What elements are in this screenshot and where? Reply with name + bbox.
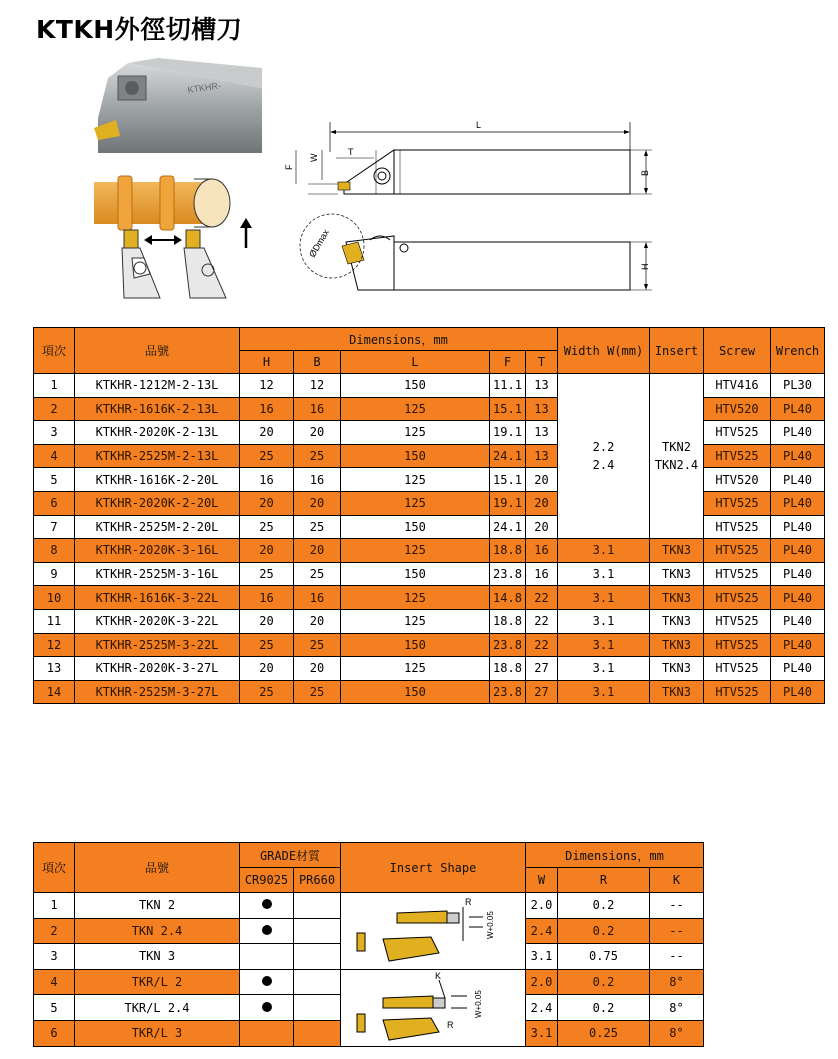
cell-pr660 [294, 995, 341, 1021]
cell-T: 13 [526, 397, 558, 421]
cell-H: 16 [240, 397, 294, 421]
cell-B: 25 [294, 562, 341, 586]
table-row [34, 586, 825, 610]
cell-B: 20 [294, 491, 341, 515]
cell-K: -- [650, 918, 704, 944]
cell-T: 22 [526, 586, 558, 610]
cell-B: 25 [294, 515, 341, 539]
cell-H: 25 [240, 515, 294, 539]
cell-wrench: PL40 [771, 680, 825, 704]
cell-no: 3 [34, 944, 75, 970]
dim-label-B: B [640, 169, 650, 176]
cell-B: 16 [294, 468, 341, 492]
cell-T: 27 [526, 657, 558, 681]
cell-B: 20 [294, 539, 341, 563]
cell-part: TKN 2 [75, 893, 240, 919]
insert-shape-tkn [341, 893, 526, 970]
cell-L: 125 [341, 491, 490, 515]
cell-part: KTKHR-2020K-3-16L [75, 539, 240, 563]
cell-part: TKR/L 2.4 [75, 995, 240, 1021]
cell-no: 10 [34, 586, 75, 610]
cell-part: KTKHR-1616K-3-22L [75, 586, 240, 610]
col-no-header: 項次 [34, 843, 75, 893]
cell-no: 5 [34, 468, 75, 492]
cell-T: 20 [526, 468, 558, 492]
table-row [34, 397, 825, 421]
cell-cr9025 [240, 893, 294, 919]
insert-shape-tk [341, 969, 526, 1046]
cell-part: TKN 3 [75, 944, 240, 970]
cell-part: KTKHR-2525M-3-22L [75, 633, 240, 657]
cell-screw: HTV525 [704, 609, 771, 633]
cell-L: 125 [341, 468, 490, 492]
cell-H: 25 [240, 444, 294, 468]
cell-part: TKR/L 2 [75, 969, 240, 995]
col-R-header: R [558, 868, 650, 893]
cell-screw: HTV525 [704, 633, 771, 657]
cell-insert-merged [650, 374, 704, 539]
cell-W: 2.4 [526, 995, 558, 1021]
cell-pr660 [294, 1020, 341, 1046]
product-photo [88, 58, 262, 308]
cell-wrench: PL40 [771, 609, 825, 633]
cell-insert: TKN3 [650, 539, 704, 563]
insert-value: TKN2.4 [654, 458, 699, 473]
cell-H: 20 [240, 609, 294, 633]
insert-value: TKN2 [662, 440, 691, 455]
cell-part: KTKHR-1616K-2-20L [75, 468, 240, 492]
dimension-drawing [286, 118, 670, 304]
cell-W: 3.1 [526, 1020, 558, 1046]
cell-L: 150 [341, 515, 490, 539]
cell-B: 25 [294, 444, 341, 468]
cell-L: 150 [341, 633, 490, 657]
col-shape-header: Insert Shape [341, 843, 526, 893]
cell-T: 22 [526, 633, 558, 657]
cell-screw: HTV416 [704, 374, 771, 398]
table-row [34, 374, 825, 398]
cell-no: 1 [34, 374, 75, 398]
cell-W: 2.4 [526, 918, 558, 944]
cell-no: 12 [34, 633, 75, 657]
cell-screw: HTV520 [704, 397, 771, 421]
col-wrench-header: Wrench [771, 328, 825, 374]
cell-F: 15.1 [490, 468, 526, 492]
col-screw-header: Screw [704, 328, 771, 374]
cell-T: 16 [526, 539, 558, 563]
cell-L: 150 [341, 562, 490, 586]
cell-cr9025 [240, 944, 294, 970]
table-row [34, 893, 704, 919]
col-H-header: H [240, 351, 294, 374]
cell-F: 14.8 [490, 586, 526, 610]
cell-K: 8° [650, 1020, 704, 1046]
cell-width: 3.1 [558, 657, 650, 681]
dim-label-L: L [476, 120, 482, 130]
table-row [34, 491, 825, 515]
cell-no: 6 [34, 1020, 75, 1046]
cell-K: -- [650, 893, 704, 919]
cell-wrench: PL40 [771, 421, 825, 445]
cell-wrench: PL40 [771, 562, 825, 586]
dim-label-T: T [348, 147, 354, 157]
col-part-header: 品號 [75, 843, 240, 893]
cell-F: 23.8 [490, 562, 526, 586]
col-B-header: B [294, 351, 341, 374]
cell-no: 14 [34, 680, 75, 704]
cell-R: 0.2 [558, 893, 650, 919]
cell-T: 22 [526, 609, 558, 633]
cell-no: 6 [34, 491, 75, 515]
cell-F: 19.1 [490, 421, 526, 445]
cell-T: 27 [526, 680, 558, 704]
dim-label-F: F [284, 164, 294, 170]
cell-T: 20 [526, 515, 558, 539]
cell-pr660 [294, 918, 341, 944]
cell-R: 0.2 [558, 995, 650, 1021]
cell-width: 3.1 [558, 633, 650, 657]
cell-no: 1 [34, 893, 75, 919]
cell-wrench: PL30 [771, 374, 825, 398]
available-dot-icon [262, 1002, 272, 1012]
cell-R: 0.2 [558, 969, 650, 995]
cell-F: 15.1 [490, 397, 526, 421]
cell-wrench: PL40 [771, 515, 825, 539]
col-K-header: K [650, 868, 704, 893]
cell-pr660 [294, 944, 341, 970]
cell-R: 0.25 [558, 1020, 650, 1046]
cell-screw: HTV525 [704, 421, 771, 445]
cell-R: 0.75 [558, 944, 650, 970]
table-row [34, 969, 704, 995]
cell-H: 20 [240, 491, 294, 515]
cell-H: 12 [240, 374, 294, 398]
table-row [34, 444, 825, 468]
cell-H: 16 [240, 468, 294, 492]
cell-width-merged [558, 374, 650, 539]
cell-part: KTKHR-2525M-3-16L [75, 562, 240, 586]
cell-B: 20 [294, 657, 341, 681]
table-row [34, 515, 825, 539]
cell-W: 2.0 [526, 893, 558, 919]
cell-T: 13 [526, 374, 558, 398]
cell-no: 11 [34, 609, 75, 633]
cell-cr9025 [240, 1020, 294, 1046]
cell-T: 13 [526, 444, 558, 468]
dim-label-H: H [640, 263, 650, 270]
cell-screw: HTV525 [704, 444, 771, 468]
cell-screw: HTV525 [704, 586, 771, 610]
cell-W: 2.0 [526, 969, 558, 995]
cell-no: 13 [34, 657, 75, 681]
cell-H: 20 [240, 657, 294, 681]
cell-wrench: PL40 [771, 539, 825, 563]
cell-width: 3.1 [558, 539, 650, 563]
col-W-header: W [526, 868, 558, 893]
cell-wrench: PL40 [771, 491, 825, 515]
cell-B: 25 [294, 680, 341, 704]
cell-screw: HTV525 [704, 680, 771, 704]
cell-insert: TKN3 [650, 633, 704, 657]
col-T-header: T [526, 351, 558, 374]
cell-H: 25 [240, 633, 294, 657]
cell-no: 8 [34, 539, 75, 563]
col-L-header: L [341, 351, 490, 374]
dim-label-W: W [309, 153, 319, 162]
table-row [34, 633, 825, 657]
width-value: 2.4 [592, 458, 615, 473]
page-title: KTKH外徑切槽刀 [36, 15, 243, 44]
insert-shape-tkn-drawing [343, 893, 523, 965]
shape-label-W: W+0.05 [486, 911, 495, 940]
cell-wrench: PL40 [771, 444, 825, 468]
cell-R: 0.2 [558, 918, 650, 944]
cell-insert: TKN3 [650, 562, 704, 586]
cell-part: KTKHR-2020K-3-27L [75, 657, 240, 681]
insert-spec-table [33, 842, 704, 1047]
cell-T: 16 [526, 562, 558, 586]
cell-T: 20 [526, 491, 558, 515]
col-F-header: F [490, 351, 526, 374]
cell-part: TKR/L 3 [75, 1020, 240, 1046]
cell-part: KTKHR-2020K-2-13L [75, 421, 240, 445]
cell-F: 18.8 [490, 539, 526, 563]
cell-part: TKN 2.4 [75, 918, 240, 944]
table-row [34, 539, 825, 563]
cell-width: 3.1 [558, 680, 650, 704]
cell-F: 23.8 [490, 680, 526, 704]
col-dimensions-header: Dimensions，mm [526, 843, 704, 868]
cell-no: 5 [34, 995, 75, 1021]
width-value: 2.2 [592, 440, 615, 455]
cell-cr9025 [240, 918, 294, 944]
holder-spec-table [33, 327, 825, 704]
cell-H: 20 [240, 421, 294, 445]
cell-F: 24.1 [490, 515, 526, 539]
cell-no: 3 [34, 421, 75, 445]
cell-L: 125 [341, 586, 490, 610]
cell-pr660 [294, 969, 341, 995]
shape-label-R: R [447, 1020, 454, 1031]
cell-pr660 [294, 893, 341, 919]
cell-wrench: PL40 [771, 468, 825, 492]
cell-width: 3.1 [558, 562, 650, 586]
col-insert-header: Insert [650, 328, 704, 374]
svg-text:KTKHR-: KTKHR- [186, 80, 222, 95]
cell-insert: TKN3 [650, 657, 704, 681]
col-part-header: 品號 [75, 328, 240, 374]
cell-cr9025 [240, 969, 294, 995]
cell-H: 25 [240, 680, 294, 704]
cell-wrench: PL40 [771, 657, 825, 681]
table-row [34, 562, 825, 586]
cell-L: 150 [341, 444, 490, 468]
col-cr9025-header: CR9025 [240, 868, 294, 893]
cell-part: KTKHR-1212M-2-13L [75, 374, 240, 398]
col-no-header: 項次 [34, 328, 75, 374]
cell-insert: TKN3 [650, 680, 704, 704]
available-dot-icon [262, 899, 272, 909]
cell-screw: HTV525 [704, 491, 771, 515]
cell-part: KTKHR-2525M-3-27L [75, 680, 240, 704]
shape-label-R: R [465, 897, 472, 908]
table-row [34, 657, 825, 681]
cell-no: 4 [34, 969, 75, 995]
cell-W: 3.1 [526, 944, 558, 970]
cell-H: 25 [240, 562, 294, 586]
cell-insert: TKN3 [650, 609, 704, 633]
cell-part: KTKHR-2525M-2-20L [75, 515, 240, 539]
cell-F: 18.8 [490, 657, 526, 681]
cell-L: 125 [341, 657, 490, 681]
cell-width: 3.1 [558, 609, 650, 633]
cell-K: 8° [650, 995, 704, 1021]
cell-L: 125 [341, 397, 490, 421]
cell-T: 13 [526, 421, 558, 445]
cell-B: 12 [294, 374, 341, 398]
cell-B: 25 [294, 633, 341, 657]
cell-B: 20 [294, 609, 341, 633]
cell-screw: HTV525 [704, 515, 771, 539]
cell-part: KTKHR-2020K-3-22L [75, 609, 240, 633]
insert-shape-tk-drawing [343, 970, 523, 1042]
cell-L: 125 [341, 609, 490, 633]
col-grade-header: GRADE材質 [240, 843, 341, 868]
available-dot-icon [262, 925, 272, 935]
col-pr660-header: PR660 [294, 868, 341, 893]
cell-K: 8° [650, 969, 704, 995]
shape-label-W: W+0.05 [474, 990, 483, 1019]
cell-F: 18.8 [490, 609, 526, 633]
cell-L: 125 [341, 421, 490, 445]
cell-F: 23.8 [490, 633, 526, 657]
cell-H: 16 [240, 586, 294, 610]
cell-F: 24.1 [490, 444, 526, 468]
cell-F: 11.1 [490, 374, 526, 398]
cell-no: 4 [34, 444, 75, 468]
available-dot-icon [262, 976, 272, 986]
cell-no: 9 [34, 562, 75, 586]
col-dimensions-header: Dimensions，mm [240, 328, 558, 351]
cell-B: 16 [294, 586, 341, 610]
cell-L: 150 [341, 374, 490, 398]
table-row [34, 609, 825, 633]
cell-no: 7 [34, 515, 75, 539]
cell-cr9025 [240, 995, 294, 1021]
cell-insert: TKN3 [650, 586, 704, 610]
table-row [34, 421, 825, 445]
cell-width: 3.1 [558, 586, 650, 610]
cell-screw: HTV520 [704, 468, 771, 492]
cell-L: 150 [341, 680, 490, 704]
cell-H: 20 [240, 539, 294, 563]
cell-wrench: PL40 [771, 397, 825, 421]
cell-screw: HTV525 [704, 562, 771, 586]
cell-part: KTKHR-2525M-2-13L [75, 444, 240, 468]
cell-B: 16 [294, 397, 341, 421]
cell-screw: HTV525 [704, 539, 771, 563]
cell-wrench: PL40 [771, 633, 825, 657]
cell-B: 20 [294, 421, 341, 445]
cell-part: KTKHR-2020K-2-20L [75, 491, 240, 515]
col-width-header: Width W(mm) [558, 328, 650, 374]
dim-label-dmax: ØDmax [307, 227, 331, 259]
table-row [34, 680, 825, 704]
cell-wrench: PL40 [771, 586, 825, 610]
shape-label-K: K [435, 971, 442, 982]
cell-L: 125 [341, 539, 490, 563]
cell-part: KTKHR-1616K-2-13L [75, 397, 240, 421]
table-row [34, 468, 825, 492]
cell-screw: HTV525 [704, 657, 771, 681]
cell-K: -- [650, 944, 704, 970]
cell-no: 2 [34, 918, 75, 944]
cell-no: 2 [34, 397, 75, 421]
cell-F: 19.1 [490, 491, 526, 515]
